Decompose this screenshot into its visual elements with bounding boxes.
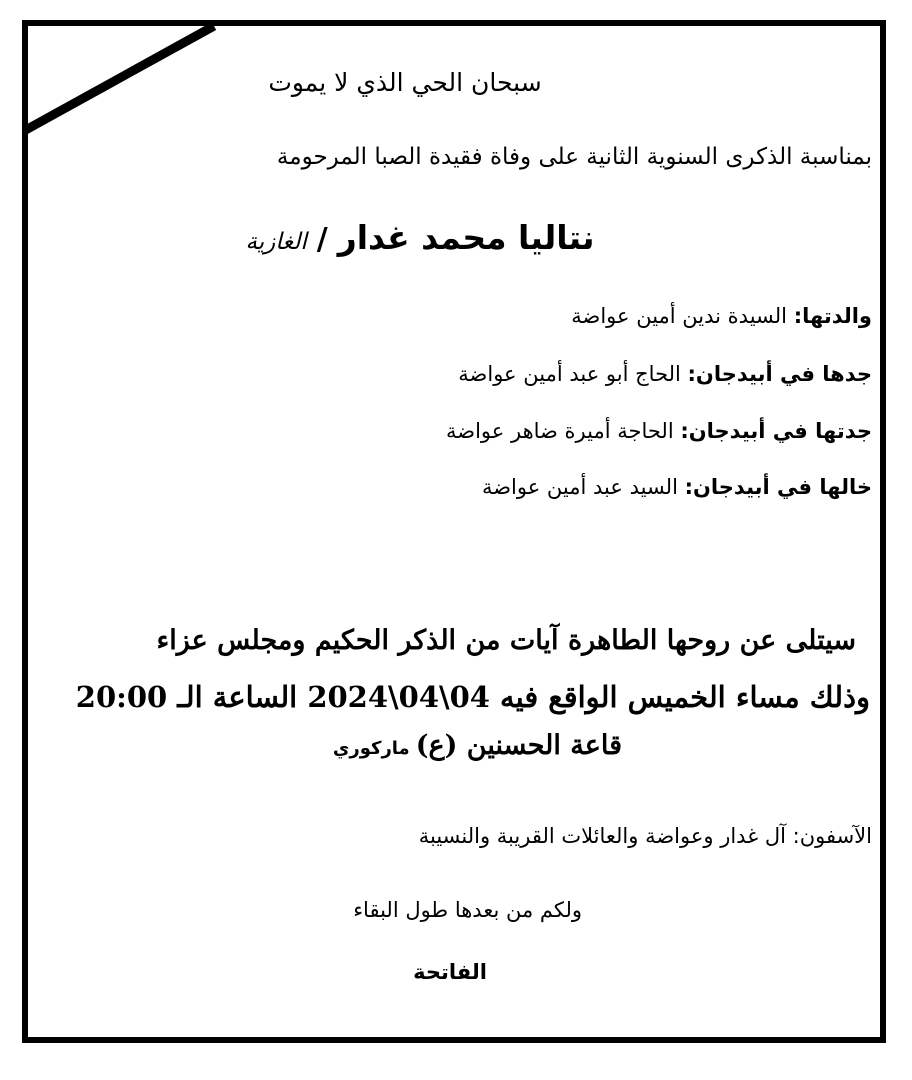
announcement-venue [333, 730, 622, 761]
occasion-line: بمناسبة الذكرى السنوية الثانية على وفاة فقيدة الصبا المرحومة [276, 144, 872, 170]
relative-label: جدها في أبيدجان: [687, 362, 872, 386]
hometown: الغازية [245, 229, 307, 255]
relative-label: والدتها: [793, 304, 872, 328]
closing-fatiha: الفاتحة [413, 960, 487, 984]
relative-row-uncle [482, 475, 872, 499]
relative-name: السيد عبد أمين عواضة [481, 475, 685, 499]
relative-name: الحاجة أميرة ضاهر عواضة [446, 419, 681, 443]
relative-label: جدتها في أبيدجان: [680, 419, 872, 443]
name-separator: / [316, 222, 328, 257]
opening-phrase: سبحان الحي الذي لا يموت [268, 68, 542, 97]
relative-name: السيدة ندين أمين عواضة [571, 304, 794, 328]
relative-row-grandfather [458, 362, 872, 386]
relative-row-mother [571, 304, 872, 328]
venue-hall: قاعة الحسنين (ع) [415, 730, 622, 761]
relative-label: خالها في أبيدجان: [684, 475, 872, 499]
relative-row-grandmother [446, 419, 872, 443]
mourners-line: الآسفون: آل غدار وعواضة والعائلات القريبة والنسيبة [418, 824, 872, 848]
deceased-name-row [200, 218, 640, 257]
relative-name: الحاج أبو عبد أمين عواضة [458, 362, 688, 386]
announcement-line-1: سيتلى عن روحها الطاهرة آيات من الذكر الحكيم ومجلس عزاء [156, 625, 856, 656]
venue-place: ماركوري [332, 738, 410, 759]
card-border [22, 20, 886, 1043]
deceased-name: نتاليا محمد غدار [337, 218, 595, 257]
condolence-line: ولكم من بعدها طول البقاء [353, 898, 582, 922]
announcement-line-2: وذلك مساء الخميس الواقع فيه 04\04\2024 الساعة الـ 20:00 [75, 680, 870, 714]
